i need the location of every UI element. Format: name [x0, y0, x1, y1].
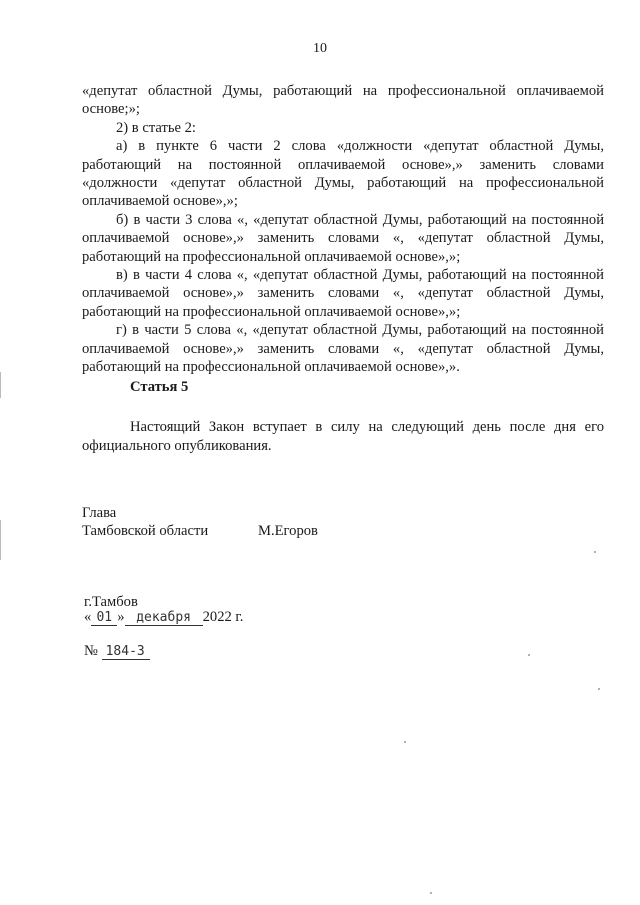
paragraph-continuation: «депутат областной Думы, работающий на профессиональной оплачиваемой основе;»;: [82, 83, 604, 118]
article-heading: Статья 5: [130, 379, 189, 395]
date-year: 2022 г.: [202, 609, 244, 625]
scan-edge-mark: [0, 372, 1, 398]
signature-title: Глава: [82, 505, 117, 521]
scan-speck: [430, 892, 432, 894]
scan-speck: [404, 741, 406, 743]
law-number-value: 184-З: [102, 644, 150, 660]
place-of-signing: г.Тамбов: [84, 594, 138, 610]
date-month: декабря: [125, 610, 203, 626]
scan-speck: [594, 551, 596, 553]
scan-speck: [528, 654, 530, 656]
date-close-quote: »: [117, 609, 125, 625]
law-number-prefix: №: [84, 643, 98, 659]
paragraph-item-v: в) в части 4 слова «, «депутат областной Думы, работающий на постоянной оплачиваемой основе»,» заменить словами «, «депутат областной Думы, работающий на профессиональной оплачиваемой основе»,»;: [82, 267, 604, 320]
paragraph-item-2: 2) в статье 2:: [116, 119, 196, 136]
date-open-quote: «: [84, 609, 92, 625]
amendment-text: [82, 82, 604, 377]
article-body: Настоящий Закон вступает в силу на следующий день после дня его официального опубликования.: [82, 419, 604, 454]
scan-speck: [598, 688, 600, 690]
signing-date: [84, 609, 243, 626]
law-number: [84, 643, 150, 660]
paragraph-item-a: а) в пункте 6 части 2 слова «должности «депутат областной Думы, работающий на постоянной оплачиваемой основе»,» заменить словами «должности «депутат областной Думы, работающий на профессиональной оплачиваемой основе»,»;: [82, 138, 604, 210]
paragraph-item-b: б) в части 3 слова «, «депутат областной Думы, работающий на постоянной оплачиваемой основе»,» заменить словами «, «депутат областной Думы, работающий на профессиональной оплачиваемой основе»,»;: [82, 211, 604, 265]
scan-edge-mark: [0, 520, 1, 560]
page-number: 10: [313, 41, 327, 56]
date-day: 01: [91, 610, 117, 626]
signature-region: Тамбовской области: [82, 523, 209, 539]
paragraph-item-g: г) в части 5 слова «, «депутат областной Думы, работающий на постоянной оплачиваемой основе»,» заменить словами «, «депутат областной Думы, работающий на профессиональной оплачиваемой основе»,».: [82, 322, 604, 376]
signature-name: М.Егоров: [258, 523, 318, 539]
